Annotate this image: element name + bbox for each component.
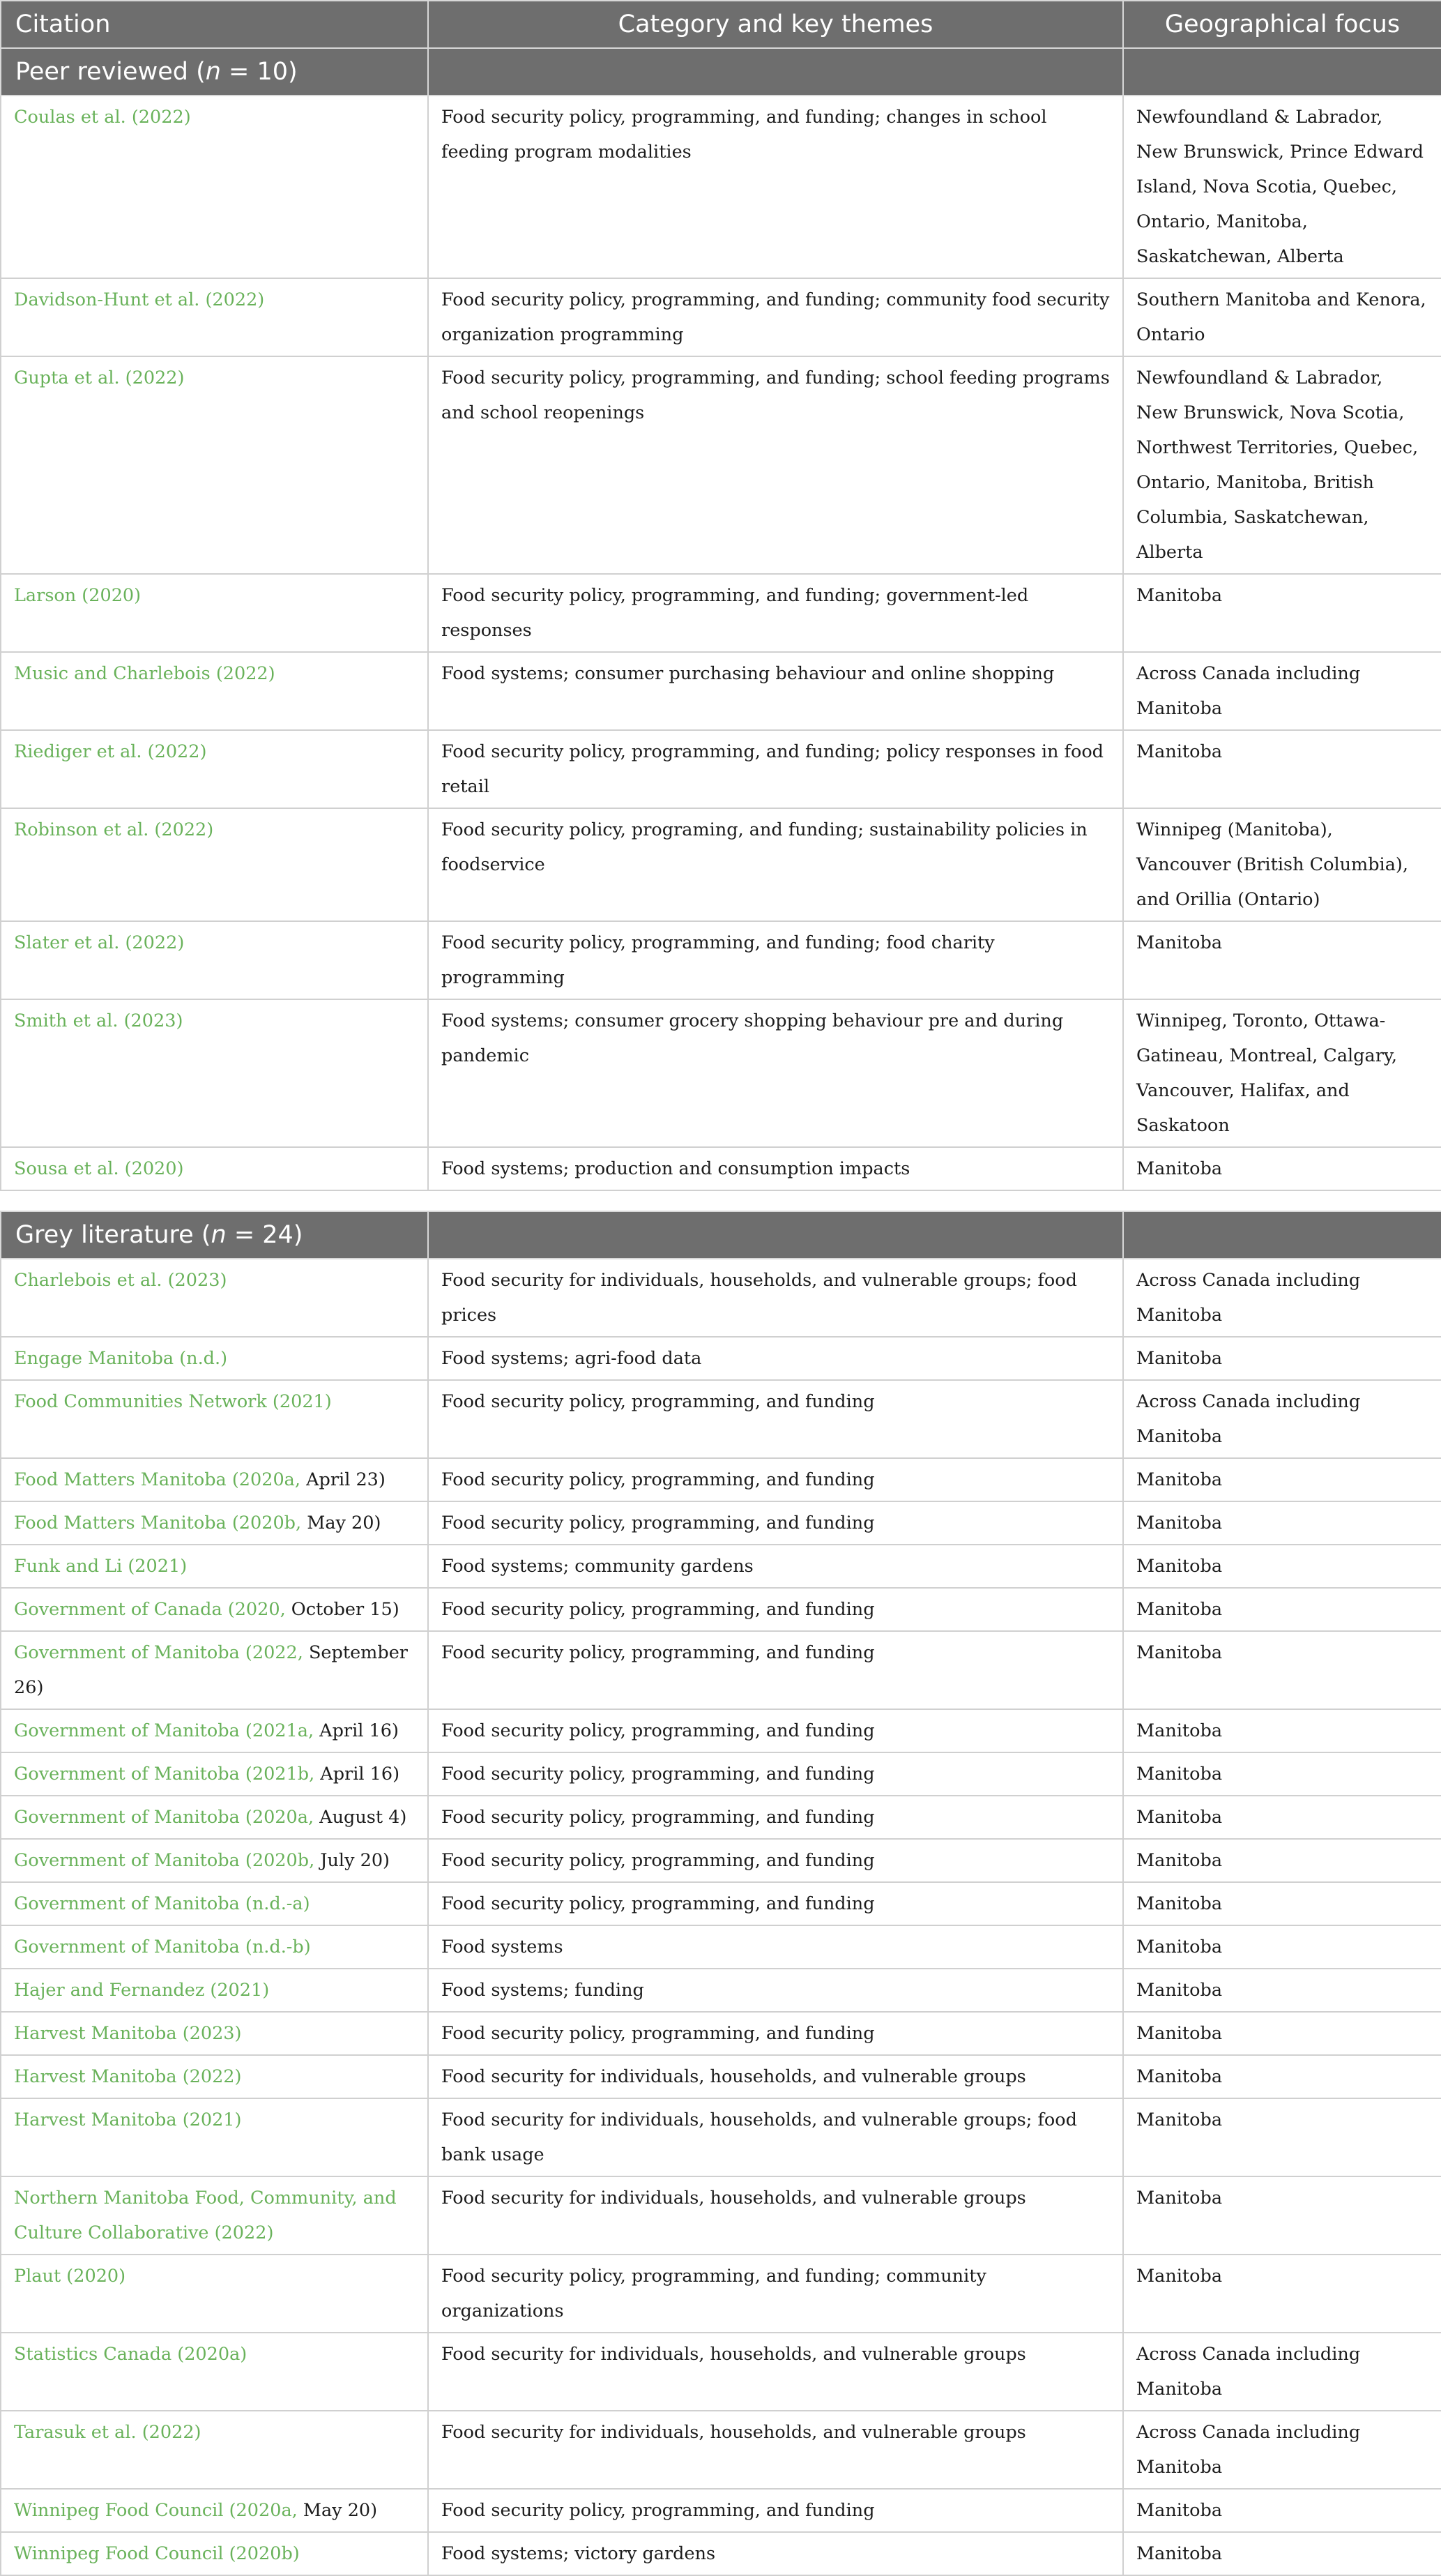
citation-link[interactable]: Coulas et al. (2022) — [14, 107, 191, 128]
focus-cell: Manitoba — [1123, 2098, 1441, 2176]
table-row — [1, 1796, 1441, 1839]
focus-cell: Manitoba — [1123, 2532, 1441, 2575]
citation-link[interactable]: Government of Manitoba (n.d.-a) — [14, 1893, 310, 1914]
citation-link[interactable]: Harvest Manitoba (2022) — [14, 2066, 242, 2087]
category-cell: Food security policy, programming, and funding; policy responses in food retail — [428, 730, 1123, 808]
citation-link[interactable]: Sousa et al. (2020) — [14, 1158, 184, 1179]
focus-cell: Newfoundland & Labrador, New Brunswick, Prince Edward Island, Nova Scotia, Quebec, Ontario, Manitoba, Saskatchewan, Alberta — [1123, 96, 1441, 278]
category-cell: Food systems; victory gardens — [428, 2532, 1123, 2575]
citation-cell — [1, 1925, 428, 1969]
focus-cell: Manitoba — [1123, 1796, 1441, 1839]
table-row — [1, 1588, 1441, 1631]
table-row — [1, 999, 1441, 1147]
citation-link[interactable]: Davidson-Hunt et al. (2022) — [14, 289, 265, 310]
citation-cell — [1, 1709, 428, 1752]
focus-cell: Across Canada including Manitoba — [1123, 652, 1441, 730]
citation-cell — [1, 808, 428, 921]
citation-link[interactable]: Food Communities Network (2021) — [14, 1391, 332, 1412]
category-cell: Food security policy, programming, and funding — [428, 1588, 1123, 1631]
table-row — [1, 1380, 1441, 1458]
grey-literature-rows — [1, 1259, 1441, 2575]
table-row — [1, 1501, 1441, 1545]
peer-reviewed-table — [0, 0, 1441, 1191]
category-cell: Food security for individuals, households, and vulnerable groups — [428, 2411, 1123, 2489]
citation-link[interactable]: Government of Manitoba (2021b, — [14, 1764, 315, 1785]
table-row — [1, 278, 1441, 356]
citation-cell — [1, 1259, 428, 1337]
citation-link[interactable]: Government of Manitoba (2020b, — [14, 1850, 315, 1871]
category-cell: Food security policy, programming, and funding; government-led responses — [428, 574, 1123, 652]
focus-cell: Manitoba — [1123, 2489, 1441, 2532]
focus-cell: Manitoba — [1123, 1458, 1441, 1501]
citation-cell — [1, 1969, 428, 2012]
focus-cell: Manitoba — [1123, 1925, 1441, 1969]
table-row — [1, 730, 1441, 808]
focus-cell: Across Canada including Manitoba — [1123, 1380, 1441, 1458]
citation-link[interactable]: Harvest Manitoba (2021) — [14, 2109, 242, 2130]
category-cell: Food security for individuals, households, and vulnerable groups; food prices — [428, 1259, 1123, 1337]
citation-cell — [1, 2411, 428, 2489]
category-cell: Food security for individuals, households, and vulnerable groups — [428, 2176, 1123, 2255]
citation-link[interactable]: Engage Manitoba (n.d.) — [14, 1348, 228, 1369]
focus-cell: Manitoba — [1123, 1709, 1441, 1752]
table-row — [1, 2176, 1441, 2255]
citation-cell — [1, 1147, 428, 1190]
table-row — [1, 1969, 1441, 2012]
focus-cell: Across Canada including Manitoba — [1123, 2411, 1441, 2489]
focus-cell: Southern Manitoba and Kenora, Ontario — [1123, 278, 1441, 356]
citation-link[interactable]: Winnipeg Food Council (2020b) — [14, 2543, 300, 2564]
focus-cell: Manitoba — [1123, 1839, 1441, 1882]
citation-date: May 20) — [297, 2500, 378, 2521]
category-cell: Food security policy, programming, and funding — [428, 2489, 1123, 2532]
category-cell: Food security policy, programming, and funding — [428, 1458, 1123, 1501]
header-geographical-focus: Geographical focus — [1123, 1, 1441, 48]
table-row — [1, 808, 1441, 921]
grey-literature-table — [0, 1211, 1441, 2576]
citation-link[interactable]: Music and Charlebois (2022) — [14, 663, 275, 684]
table-row — [1, 356, 1441, 574]
table-row — [1, 1259, 1441, 1337]
citation-link[interactable]: Hajer and Fernandez (2021) — [14, 1980, 270, 2001]
section-header-peer-reviewed — [1, 48, 1441, 96]
citation-date: April 16) — [314, 1764, 400, 1785]
citation-link[interactable]: Charlebois et al. (2023) — [14, 1270, 227, 1291]
citation-cell — [1, 1882, 428, 1925]
citation-cell — [1, 1545, 428, 1588]
focus-cell: Newfoundland & Labrador, New Brunswick, Nova Scotia, Northwest Territories, Quebec, Ontario, Manitoba, British Columbia, Saskatchewan, Alberta — [1123, 356, 1441, 574]
table-row — [1, 2532, 1441, 2575]
category-cell: Food security for individuals, households, and vulnerable groups — [428, 2333, 1123, 2411]
category-cell: Food security policy, programming, and funding — [428, 1709, 1123, 1752]
citation-cell — [1, 921, 428, 999]
citation-cell — [1, 1458, 428, 1501]
table-row — [1, 1147, 1441, 1190]
category-cell: Food security policy, programming, and funding — [428, 1631, 1123, 1709]
category-cell: Food systems — [428, 1925, 1123, 1969]
category-cell: Food systems; funding — [428, 1969, 1123, 2012]
table-row — [1, 2098, 1441, 2176]
table-row — [1, 574, 1441, 652]
table-row — [1, 2012, 1441, 2055]
category-cell: Food security policy, programming, and funding — [428, 1380, 1123, 1458]
category-cell: Food systems; agri-food data — [428, 1337, 1123, 1380]
citation-link[interactable]: Government of Manitoba (2020a, — [14, 1807, 314, 1828]
citation-link[interactable]: Robinson et al. (2022) — [14, 819, 214, 840]
citation-cell — [1, 652, 428, 730]
section-header-grey-literature — [1, 1211, 1441, 1259]
citation-link[interactable]: Government of Canada (2020, — [14, 1599, 286, 1620]
table-row — [1, 1839, 1441, 1882]
citation-cell — [1, 2176, 428, 2255]
table-row — [1, 1882, 1441, 1925]
citation-link[interactable]: Riediger et al. (2022) — [14, 741, 207, 762]
citation-cell — [1, 1337, 428, 1380]
table-header-row — [1, 1, 1441, 48]
category-cell: Food security policy, programming, and funding; changes in school feeding program modalities — [428, 96, 1123, 278]
focus-cell: Manitoba — [1123, 1588, 1441, 1631]
focus-cell: Manitoba — [1123, 2255, 1441, 2333]
citation-link[interactable]: Winnipeg Food Council (2020a, — [14, 2500, 298, 2521]
category-cell: Food security policy, programming, and funding — [428, 1752, 1123, 1796]
citation-cell — [1, 1631, 428, 1709]
citation-cell — [1, 278, 428, 356]
focus-cell: Manitoba — [1123, 2176, 1441, 2255]
citation-link[interactable]: Government of Manitoba (2022, — [14, 1642, 303, 1663]
focus-cell: Manitoba — [1123, 574, 1441, 652]
citation-link[interactable]: Statistics Canada (2020a) — [14, 2344, 247, 2365]
citation-date: October 15) — [285, 1599, 399, 1620]
category-cell: Food systems; consumer purchasing behaviour and online shopping — [428, 652, 1123, 730]
citation-cell — [1, 356, 428, 574]
citation-cell — [1, 2489, 428, 2532]
table-row — [1, 1545, 1441, 1588]
category-cell: Food security for individuals, households, and vulnerable groups; food bank usage — [428, 2098, 1123, 2176]
category-cell: Food security policy, programming, and funding — [428, 1839, 1123, 1882]
citation-cell — [1, 1380, 428, 1458]
citation-cell — [1, 2255, 428, 2333]
category-cell: Food security policy, programming, and funding; community organizations — [428, 2255, 1123, 2333]
citation-link[interactable]: Food Matters Manitoba (2020a, — [14, 1469, 300, 1490]
citation-cell — [1, 1839, 428, 1882]
focus-cell: Across Canada including Manitoba — [1123, 1259, 1441, 1337]
header-citation: Citation — [1, 1, 428, 48]
citation-link[interactable]: Slater et al. (2022) — [14, 932, 185, 953]
citation-cell — [1, 2098, 428, 2176]
citation-link[interactable]: Northern Manitoba Food, Community, and Culture Collaborative (2022) — [14, 2188, 397, 2243]
citation-cell — [1, 96, 428, 278]
citation-cell — [1, 1588, 428, 1631]
focus-cell: Manitoba — [1123, 1969, 1441, 2012]
citation-cell — [1, 730, 428, 808]
category-cell: Food security policy, programming, and funding — [428, 1882, 1123, 1925]
focus-cell: Manitoba — [1123, 1752, 1441, 1796]
category-cell: Food systems; community gardens — [428, 1545, 1123, 1588]
citation-cell — [1, 1796, 428, 1839]
citation-date: May 20) — [301, 1513, 381, 1533]
category-cell: Food security policy, programing, and funding; sustainability policies in foodservice — [428, 808, 1123, 921]
peer-reviewed-rows — [1, 96, 1441, 1190]
citation-cell — [1, 2333, 428, 2411]
table-row — [1, 1709, 1441, 1752]
focus-cell: Manitoba — [1123, 1501, 1441, 1545]
table-row — [1, 96, 1441, 278]
citation-date: April 23) — [300, 1469, 386, 1490]
category-cell: Food security policy, programming, and funding; community food security organization programming — [428, 278, 1123, 356]
focus-cell: Manitoba — [1123, 921, 1441, 999]
citation-date: August 4) — [314, 1807, 407, 1828]
citation-link[interactable]: Funk and Li (2021) — [14, 1556, 188, 1577]
table-row — [1, 2411, 1441, 2489]
section-label: Grey literature (n = 24) — [1, 1211, 428, 1259]
table-row — [1, 1337, 1441, 1380]
focus-cell: Winnipeg, Toronto, Ottawa-Gatineau, Montreal, Calgary, Vancouver, Halifax, and Saskatoon — [1123, 999, 1441, 1147]
citation-cell — [1, 2055, 428, 2098]
focus-cell: Manitoba — [1123, 1147, 1441, 1190]
citation-link[interactable]: Smith et al. (2023) — [14, 1010, 183, 1031]
focus-cell: Manitoba — [1123, 1337, 1441, 1380]
table-row — [1, 1925, 1441, 1969]
table-row — [1, 1458, 1441, 1501]
citation-date: September 26) — [14, 1642, 408, 1698]
table-row — [1, 1631, 1441, 1709]
focus-cell: Manitoba — [1123, 1882, 1441, 1925]
citation-cell — [1, 2532, 428, 2575]
header-category: Category and key themes — [428, 1, 1123, 48]
citation-cell — [1, 999, 428, 1147]
citation-cell — [1, 574, 428, 652]
category-cell: Food security policy, programming, and funding — [428, 1501, 1123, 1545]
focus-cell: Winnipeg (Manitoba), Vancouver (British Columbia), and Orillia (Ontario) — [1123, 808, 1441, 921]
citation-link[interactable]: Gupta et al. (2022) — [14, 368, 185, 388]
category-cell: Food security for individuals, households, and vulnerable groups — [428, 2055, 1123, 2098]
category-cell: Food systems; production and consumption impacts — [428, 1147, 1123, 1190]
citation-date: April 16) — [314, 1720, 399, 1741]
citation-link[interactable]: Tarasuk et al. (2022) — [14, 2422, 201, 2443]
table-row — [1, 652, 1441, 730]
citation-link[interactable]: Government of Manitoba (n.d.-b) — [14, 1937, 311, 1957]
category-cell: Food systems; consumer grocery shopping behaviour pre and during pandemic — [428, 999, 1123, 1147]
section-label: Peer reviewed (n = 10) — [1, 48, 428, 96]
citation-date: July 20) — [314, 1850, 390, 1871]
table-row — [1, 2255, 1441, 2333]
category-cell: Food security policy, programming, and funding — [428, 2012, 1123, 2055]
citation-link[interactable]: Larson (2020) — [14, 585, 142, 606]
citation-cell — [1, 1752, 428, 1796]
citation-link[interactable]: Food Matters Manitoba (2020b, — [14, 1513, 302, 1533]
table-row — [1, 1752, 1441, 1796]
category-cell: Food security policy, programming, and funding — [428, 1796, 1123, 1839]
citation-link[interactable]: Plaut (2020) — [14, 2266, 126, 2287]
citation-cell — [1, 1501, 428, 1545]
citation-link[interactable]: Government of Manitoba (2021a, — [14, 1720, 314, 1741]
citation-link[interactable]: Harvest Manitoba (2023) — [14, 2023, 242, 2044]
category-cell: Food security policy, programming, and funding; school feeding programs and school reopenings — [428, 356, 1123, 574]
focus-cell: Manitoba — [1123, 2012, 1441, 2055]
table-row — [1, 2055, 1441, 2098]
focus-cell: Manitoba — [1123, 730, 1441, 808]
table-row — [1, 2333, 1441, 2411]
focus-cell: Manitoba — [1123, 1631, 1441, 1709]
citation-cell — [1, 2012, 428, 2055]
category-cell: Food security policy, programming, and funding; food charity programming — [428, 921, 1123, 999]
focus-cell: Manitoba — [1123, 1545, 1441, 1588]
table-row — [1, 2489, 1441, 2532]
focus-cell: Across Canada including Manitoba — [1123, 2333, 1441, 2411]
table-row — [1, 921, 1441, 999]
focus-cell: Manitoba — [1123, 2055, 1441, 2098]
